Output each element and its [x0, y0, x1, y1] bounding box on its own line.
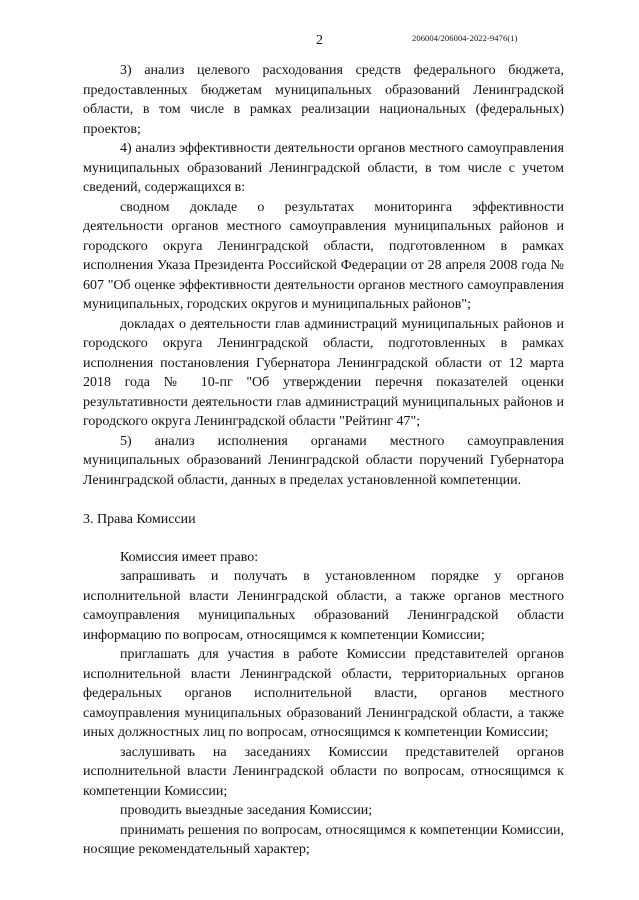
right-make-decisions: принимать решения по вопросам, относящимся к компетенции Комиссии, носящие рекомендательный характер;	[83, 822, 564, 857]
right-request-info: запрашивать и получать в установленном порядке у органов исполнительной власти Ленинградской области, а также органов местного самоуправления муниципальных образований Ленинградской области информацию по вопросам, относящимся к компетенции Комиссии;	[83, 569, 564, 643]
paragraph-governor-orders: 5) анализ исполнения органами местного самоуправления муниципальных образований Ленинградской области поручений Губернатора Ленинградской области, данных в пределах установленной компетенции.	[83, 433, 564, 488]
page-number: 2	[316, 33, 323, 48]
document-body	[83, 61, 564, 860]
paragraph-budget-analysis: 3) анализ целевого расходования средств федерального бюджета, предоставленных бюджетам муниципальных образований Ленинградской области, в том числе в рамках реализации национальных (федеральных) проектов;	[83, 63, 564, 137]
right-hear-representatives: заслушивать на заседаниях Комиссии представителей органов исполнительной власти Ленинградской области по вопросам, относящимся к компетенции Комиссии;	[83, 744, 564, 799]
document-id: 206004/206004-2022-9476(1)	[412, 33, 518, 43]
rights-intro: Комиссия имеет право:	[120, 549, 259, 565]
paragraph-efficiency-analysis: 4) анализ эффективности деятельности органов местного самоуправления муниципальных образований Ленинградской области, в том числе с учетом сведений, содержащихся в:	[83, 141, 564, 195]
right-invite-representatives: приглашать для участия в работе Комиссии представителей органов исполнительной власти Ленинградской области, территориальных органов федеральных органов исполнительной власти, органов местного самоуправления муниципальных образований Ленинградской области, а также иных должностных лиц по вопросам, относящимся к компетенции Комиссии;	[83, 647, 564, 740]
paragraph-heads-reports: докладах о деятельности глав администраций муниципальных районов и городского округа Ленинградской области, подготовленных в рамках исполнения постановления Губернатора Ленинградской области от 12 марта 2018 года № 10-пг "Об утверждении перечня показателей оценки результативности деятельности глав администраций муниципальных районов и городского округа Ленинградской области "Рейтинг 47";	[83, 316, 564, 429]
section-title: 3. Права Комиссии	[83, 512, 196, 527]
paragraph-summary-report: сводном докладе о результатах мониторинга эффективности деятельности органов местного самоуправления муниципальных районов и городского округа Ленинградской области, подготовленном в рамках исполнения Указа Президента Российской Федерации от 28 апреля 2008 года № 607 "Об оценке эффективности деятельности органов местного самоуправления муниципальных, городских округов и муниципальных районов";	[83, 199, 564, 312]
right-field-meetings: проводить выездные заседания Комиссии;	[120, 803, 373, 818]
